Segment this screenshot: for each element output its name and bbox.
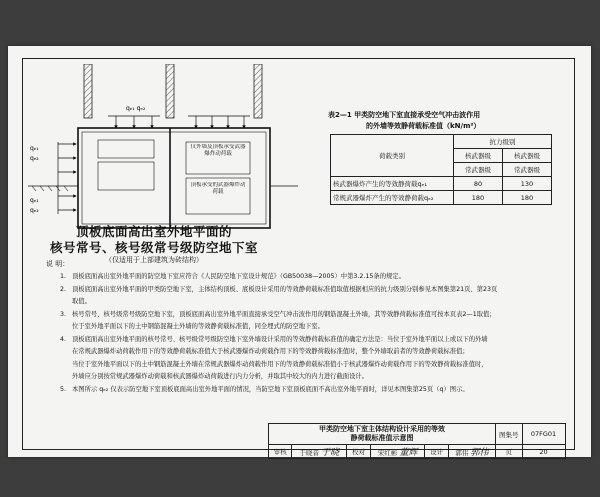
reviewer-name: 于晓音 (299, 449, 320, 457)
diagram-caption-line2: 核号常号、核号级常号级防空地下室 (49, 240, 258, 255)
title-block-title (269, 424, 496, 445)
header-col-b-line2: 常武器级 (503, 163, 552, 177)
label-top: qₑ₁ qₑ₂ (126, 105, 146, 112)
upper-walls (84, 64, 262, 118)
roof-load-arrows (108, 116, 250, 128)
row-label: 核武器爆炸产生的等效静荷载qₑ₁ (331, 177, 454, 191)
header-col-a-line2: 常武器级 (454, 163, 503, 177)
design-label: 设计 (425, 445, 448, 459)
label-left-bottom: qₑ₁ (30, 197, 39, 204)
diagram-caption-line1: 顶板底面高出室外地平面的 (75, 224, 232, 239)
header-col-b-line1: 核武器级 (503, 149, 552, 163)
note-item (60, 309, 570, 334)
note-continuation: 在常规武器爆炸动荷载作用下的等效静荷载标准值大于核武器爆炸动荷载作用下的等效静荷载标准值时，整个外墙取前者的等效静荷载标准值； (72, 348, 469, 355)
designer-name: 郭伟 (455, 449, 469, 457)
side-load-arrows (58, 142, 76, 214)
diagram-caption-note: （仅适用于上部建筑为砖结构） (105, 256, 203, 264)
inner-right-text: 顶板承受的武器爆炸动荷载 (190, 182, 246, 195)
check-label: 校对 (347, 445, 370, 459)
note-continuation: 位于室外地平面以下的土中钢筋混凝土外墙的等效静荷载标准值，同全埋式的防空地下室。 (72, 323, 324, 330)
checker-signature: 董辉 (399, 448, 418, 458)
note-number: 2. (60, 285, 67, 293)
reviewer-cell (292, 445, 347, 459)
note-sub-line: 外墙应分别按常规武器爆炸动荷载和核武器爆炸动荷载进行内力分析，并取其中较大的内力进行截面设计。 (72, 373, 368, 380)
load-table (330, 134, 552, 205)
page-number: 20 (522, 445, 565, 459)
checker-name: 宋红彬 (377, 449, 398, 457)
note-text: 顶板底面高出室外地平面的防空地下室应符合《人民防空地下室设计规范》（GB50038—2005）中第3.2.15条的规定。 (72, 273, 405, 280)
note-number: 1. (60, 273, 67, 280)
row-value-a: 180 (454, 191, 503, 205)
atlas-number: 07FG01 (522, 424, 565, 445)
atlas-label: 图集号 (496, 424, 523, 445)
title-line2: 静荷载标准值示意图 (350, 434, 414, 442)
note-text: 顶板底面高出室外地平面的甲类防空地下室，主体结构顶板、底板设计采用的等效静荷载标准值取值根据相应的抗力级别分别参见本图集第21页、第23页 (72, 285, 498, 293)
note-item (60, 284, 570, 309)
table-title-line1: 表2—1 甲类防空地下室直接承受空气冲击波作用 (328, 111, 481, 119)
label-left-top: qₑ₁ (30, 145, 39, 152)
notes (60, 271, 570, 396)
table-row (331, 191, 552, 205)
title-block (268, 423, 566, 459)
header-load-type: 荷载类别 (331, 135, 454, 177)
header-resistance-level: 抗力级别 (454, 135, 552, 149)
section-diagram (28, 64, 298, 239)
header-col-a-line1: 核武器级 (454, 149, 503, 163)
basement-structure (78, 128, 270, 228)
row-value-b: 180 (503, 191, 552, 205)
label-left-top-b: qₑ₂ (30, 155, 39, 162)
note-text: 顶板底面高出室外地平面的核号常号、核号级常号级防空地下室外墙设计采用的等效静荷载标准值的确定方法是：当位于室外地平面以上或以下的外墙 (72, 335, 488, 343)
note-item (60, 334, 570, 384)
drawing-sheet (8, 46, 591, 457)
row-value-a: 80 (454, 177, 503, 191)
note-number: 3. (60, 310, 67, 318)
review-label: 审核 (269, 445, 292, 459)
notes-heading: 说 明： (46, 260, 70, 268)
row-value-b: 130 (503, 177, 552, 191)
label-left-bottom-b: qₑ₂ (30, 207, 39, 214)
note-continuation: 取值。 (72, 298, 91, 305)
note-sub-line: 当位于室外地平面以下的土中钢筋混凝土外墙在常规武器爆炸动荷载作用下的等效静荷载标准值小于核武器爆炸动荷载作用下的等效静荷载标准值时， (72, 360, 488, 368)
note-item (60, 384, 570, 397)
note-number: 4. (60, 335, 67, 343)
table-title-line2: 的外墙等效静荷载标准值（kN/m²） (366, 122, 481, 130)
inner-left-text: 仅外墙及顶板承受武器爆炸动荷载 (190, 144, 246, 157)
designer-signature: 郭伟 (470, 448, 489, 458)
title-line1: 甲类防空地下室主体结构设计采用的等效 (319, 425, 445, 433)
designer-cell (448, 445, 495, 459)
table-title (328, 110, 558, 132)
checker-cell (370, 445, 425, 459)
note-text: 核号常号、核号级常号级防空地下室，顶板底面高出室外地平面直接承受空气冲击波作用的钢筋混凝土外墙，其等效静荷载标准值可按本页表2—1取值； (72, 310, 496, 318)
note-number: 5. (60, 385, 67, 393)
table-row (331, 177, 552, 191)
page-label: 页 (496, 445, 523, 459)
ground-line (28, 186, 298, 191)
row-label: 常规武器爆炸产生的等效静荷载qₑ₂ (331, 191, 454, 205)
note-text: 本图所示 qₑ₂ 仅表示防空地下室顶板底面高出室外地平面的情况，当防空地下室顶板底面不高出室外地平面时，详见本图集第25页（q）图示。 (72, 385, 469, 393)
reviewer-signature: 于晓 (321, 448, 340, 458)
note-item (60, 271, 570, 284)
